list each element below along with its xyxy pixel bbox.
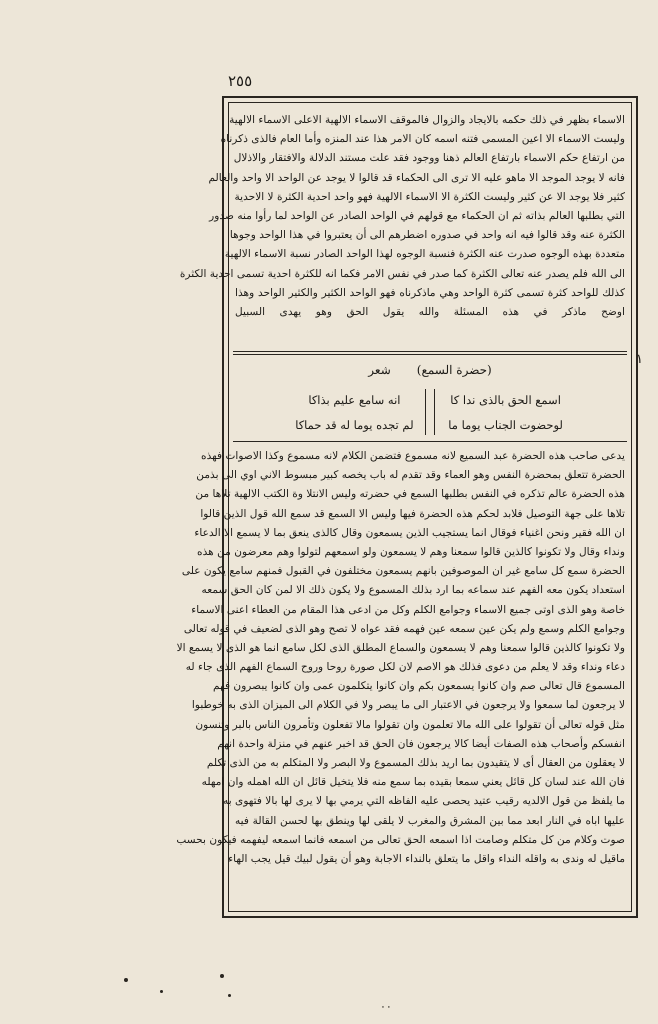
text-line: صوت وكلام من كل متكلم وصامت اذا اسمعه الحق تعالى من اسمعه فانما اسمعه ليفهمه فيكون بحسب [176,833,625,846]
text-line: لا يرجعون لما سمعوا ولا يرجعون في الاعتبار الى ما يبصر ولا في الكلام الى الميزان الذى به خوطبوا [191,699,625,712]
poem-line: انه سامع عليم بذاكا [308,392,401,407]
text-line: وجوامع الكلم وسمع ولم يكن عين سمعه عين فهمه فقد عواه لا تصح وهو الذى لضعيف في قوله تعالى [183,622,625,635]
section-rule-top-double [233,354,627,355]
text-line: متعددة بهذه الوجوه صدرت عنه الكثرة فنسبة الوجوه لهذا الواحد الصادر نسبة الاسماء الالهية [224,248,625,261]
stray-dot [228,994,231,997]
text-line: فان الله عند لسان كل قائل يعني سمعا بقيده بما سمع منه فلا يتخيل قائل ان الله اهمله وان امهله [201,776,625,789]
text-line: فانه لا يوجد الموجد الا ماهو عليه الا ترى الى الحكماء قد قالوا لا يوجد عن الواحد الا واحد والعالم [208,171,625,184]
section-rule-bottom [233,441,627,442]
upper-text-block [179,111,625,322]
text-line: ما يلفظ من قول الالديه رقيب عتيد يحصى عليه الفاظه التي يرمي بها لا يرى لها بالا فتهوى به [223,795,625,808]
stray-dot [124,978,128,982]
text-line: ولا تكونوا كالذين قالوا سمعنا وهم لا يسمعون والسماع المطلق الذى لكل سامع انما هو الذى لا يسمع الا [176,641,625,654]
poem-line: لم تجده يوما له قد حماكا [295,417,414,432]
section-heading [235,359,625,381]
text-line: كثير فلا يوجد الا عن كثير وليست الكثرة الا الاسماء الالهية فهو واحد احدية الكثرة لا الاحدية [234,190,625,203]
margin-mark: ١ [636,352,643,367]
text-line: كذلك للواحد كثرة تسمى كثرة الواحد وهي ماذكرناه فهو الواحد الكثير والكثير الواحد وهذا [235,286,625,299]
poem-line: لوحضوت الجناب يوما ما [448,417,563,432]
text-line: مثل قوله تعالى أن تقولوا على الله مالا تعلمون وان تقولوا مالا تفعلون وتأمرون الناس بالبر وتنسون [195,718,625,731]
poem-marker: شعر [368,363,391,377]
poem-right-hemistich [446,387,565,437]
text-line: خاصة وهو الذى اوتى جميع الاسماء وجوامع الكلم وكل من ادعى هذا المقام من العطاء اعنى الاسماء [191,603,625,616]
poem-divider [425,389,435,435]
poem-left-hemistich [295,387,414,437]
text-line: الكثرة عنه وقد قالوا فيه انه واحد في صدوره اضطرهم الى أن يعتبروا في هذا الواحد وجوها [229,229,625,242]
text-frame [176,96,638,918]
bottom-mark: ٠٠ [380,1000,392,1013]
text-line: من ارتفاع حكم الاسماء بارتفاع العالم ذهنا ووجود فقد علت مستند الدلالة والافتقار والاذلال [233,152,625,165]
text-line: تلاها على جهة التوصيل فلابد لحكم هذه الحضرة فيها وليس الا السمع قد سمع الله قول الذين قالوا [200,507,625,520]
text-line: ان الله فقير ونحن اغنياء فوقال انما يستجيب الذين يسمعون وقال كالذى ينعق بما لا يسمع الا الدعاء [194,526,625,539]
text-line: دعاء ونداء وقد لا يعلم من دعوى فذلك هو الاصم لان لكل صورة روحا وروح السماع الفهم الذى جاء له [185,661,625,674]
text-line: لا يعقلون من العقال أى لا يتقيدون بما اريد بذلك المسموع ولا البصر ولا المتكلم به من الذى تكلم [206,757,625,769]
stray-dot [220,974,224,978]
text-line: المسموع قال تعالى صم وان كانوا يسمعون بكم وان كانوا يتكلمون عمى وان كانوا يبصرون فهم [213,680,625,693]
text-line: يدعى صاحب هذه الحضرة عبد السميع لانه مسموع فتضمن الكلام لانه مسموع وكذا الاصوات فهذه [201,450,625,462]
text-line: الحضرة سمع كل سامع غير ان الموصوفين بانهم يسمعون مختلفون في القبول فمنهم سامع يكون على [181,565,625,578]
section-title: (حضرة السمع) [416,363,492,377]
text-line: هذه الحضرة عالم تذكره في النفس بطلبها السمع في حضرته وليس الانتلا وة الكتب الالهية تلاها من [195,488,625,501]
text-line: التي بطلبها العالم بذاته ثم ان الحكماء مع قولهم في الواحد الصادر عن الواحد لما رأوا منه صدور [209,209,625,222]
stray-dot [160,990,163,993]
text-line: ونداء وقال ولا تكونوا كالذين قالوا سمعنا وهم لا يسمعون ولو اسمعهم لتولوا وهم معرضون من هذه [197,545,625,558]
text-line: عليها اباه في النار ابعد مما بين المشرق والمغرب لا يلقى لها وينطق بها لحسن القالة فيه [235,814,625,827]
lower-text-block [176,447,625,869]
text-line: انفسكم وأصحاب هذه الصفات أيضا كالا يرجعون فان الحق قد اخبر عنهم في منزلة واحدة انهم [217,737,625,750]
poem-block [295,387,565,437]
text-line: استعداد يكون معه الفهم عند سماعه بما ارد بذلك المسموع ولا يكون ذلك الا لمن كان الحق سمعه [201,584,625,597]
text-line: الى الله فلم يصدر عنه تعالى الكثرة كما صدر في نفس الامر فكما انه للكثرة احدية تسمى احدية الكثرة [179,267,625,280]
text-line: اوضح ماذكر في هذه المسئلة والله يقول الحق وهو يهدى السبيل [235,305,625,318]
text-line: الاسماء بظهر في ذلك حكمه بالايجاد والزوال فالموقف الاسماء الالهية الاعلى الاسماء الالهية [229,114,625,126]
text-line: الحضرة تتعلق بمحضرة النفس وهو العماء وقد تقدم له باب يخصه كبير مبسوط الاني اوي الى بذمن [196,469,625,482]
stray-dots [120,960,280,1000]
section-rule-top [233,351,627,352]
text-line: ماقيل له وندى به واقله النداء واقل ما يتعلق بالنداء الاجابة وهو أن يقول لبيك قيل يجب الهاء [228,852,625,865]
page-number: ٢٥٥ [228,72,253,90]
poem-line: اسمع الحق بالذى ندا كا [450,392,561,407]
text-frame-inner [176,102,632,912]
text-line: وليست الاسماء الا اعين المسمى فتنه اسمه كان الامر هذا عند المنزه وأما العام فالذى ذكرناه [220,133,625,146]
